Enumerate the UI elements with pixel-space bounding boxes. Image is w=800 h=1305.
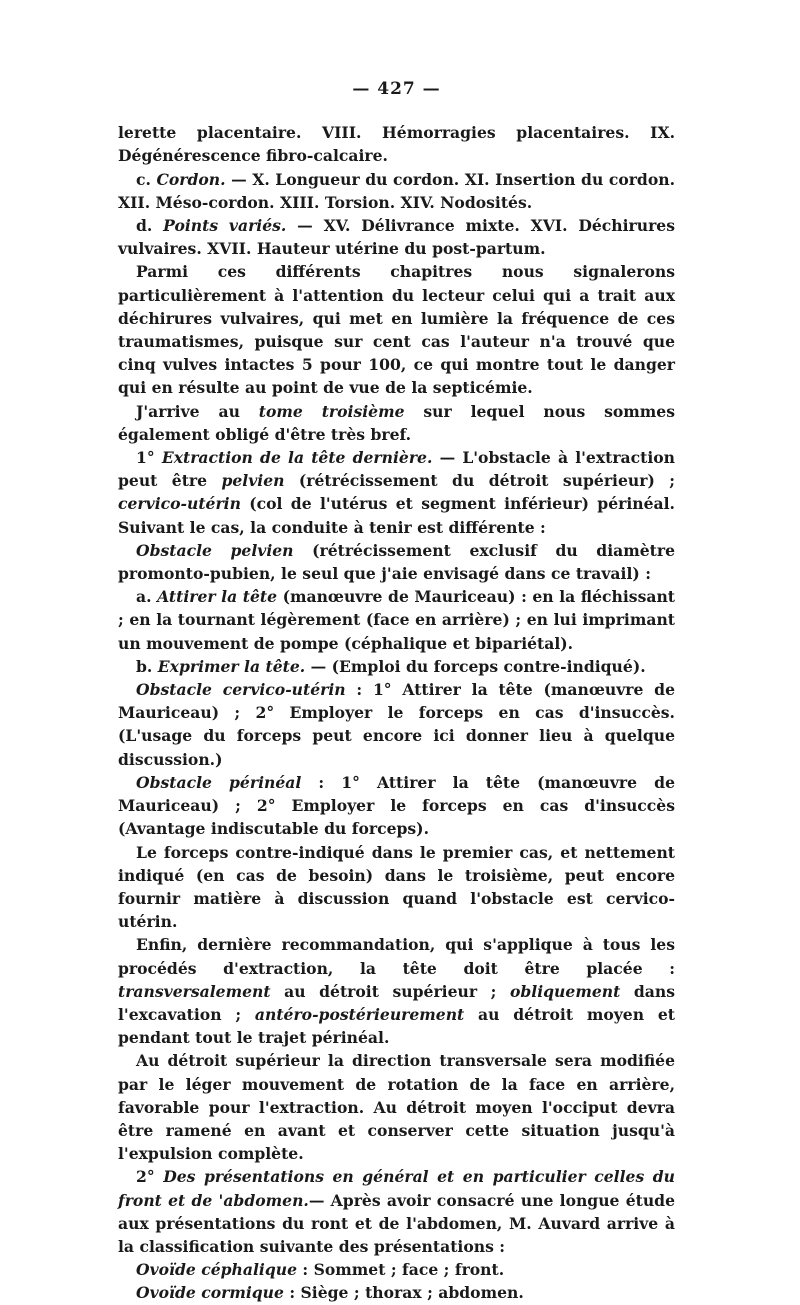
page-number-value: 427 bbox=[377, 79, 416, 99]
paragraph bbox=[118, 1281, 675, 1304]
text-run: : Sommet ; face ; front. bbox=[297, 1260, 505, 1280]
italic-run: antéro-postérieurement bbox=[254, 1004, 465, 1024]
page-body bbox=[118, 78, 675, 1305]
text-run: lerette placentaire. VIII. Hémorragies placentaires. IX. Dégénérescence fibro-calcaire. bbox=[118, 123, 675, 166]
page-number: — 427 — bbox=[352, 79, 441, 99]
italic-run: Points variés. bbox=[163, 216, 287, 236]
text-run: J'arrive au bbox=[136, 401, 259, 421]
paragraph bbox=[118, 168, 675, 214]
text-run: sur lequel nous sommes également obligé d'être très bref. bbox=[118, 401, 675, 444]
italic-run: Ovoïde céphalique bbox=[136, 1260, 297, 1280]
text-run: 2° bbox=[136, 1167, 164, 1187]
text-run: c. bbox=[136, 169, 157, 189]
text-run: b. bbox=[136, 656, 158, 676]
italic-run: pelvien bbox=[221, 471, 285, 491]
italic-run: Cordon. bbox=[156, 169, 226, 189]
text-run: Au détroit supérieur la direction transversale sera modifiée par le léger mouvement de rotation de la face en arrière, favorable pour l'extraction. Au détroit moyen l'occiput devra être ramené en avant et conserver cette situation jusqu'à l'expulsion complète. bbox=[118, 1051, 675, 1164]
italic-run: Des présentations en général et en particulier celles du front et de 'abdomen. bbox=[118, 1167, 676, 1210]
paragraph bbox=[118, 1165, 675, 1258]
text-run: — XV. Délivrance mixte. XVI. Déchirures vulvaires. XVII. Hauteur utérine du post-partum. bbox=[118, 216, 676, 259]
text-run: Le forceps contre-indiqué dans le premier cas, et nettement indiqué (en cas de besoin) dans le troisième, peut encore fournir matière à discussion quand l'obstacle est cervico-utérin. bbox=[118, 842, 675, 932]
text-run: 1° bbox=[136, 448, 162, 468]
text-run: : Siège ; thorax ; abdomen. bbox=[283, 1283, 524, 1303]
italic-run: Exprimer la tête. bbox=[157, 656, 306, 676]
paragraph bbox=[118, 1049, 675, 1165]
paragraph bbox=[118, 121, 675, 167]
italic-run: obliquement bbox=[510, 981, 621, 1001]
italic-run: transversalement bbox=[118, 981, 271, 1001]
paragraph bbox=[118, 585, 675, 655]
text-run: (rétrécissement exclusif du diamètre promonto-pubien, le seul que j'aie envisagé dans ce travail) : bbox=[118, 540, 675, 584]
text-run: — Après avoir consacré une longue étude aux présentations du ront et de l'abdomen, M. Auvard arrive à la classification suivante des présentations : bbox=[118, 1190, 676, 1256]
text-run: au détroit moyen et pendant tout le trajet périnéal. bbox=[118, 1004, 675, 1048]
text-run: Parmi ces différents chapitres nous signalerons particulièrement à l'attention du lecteur celui qui a trait aux déchirures vulvaires, qui met en lumière la fréquence de ces traumatismes, puisque sur cent cas l'auteur n'a trouvé que cinq vulves intactes 5 pour 100, ce qui montre tout le danger qui en résulte au point de vue de la septicémie. bbox=[118, 262, 675, 398]
paragraph bbox=[118, 841, 675, 934]
text-run: Enfin, dernière recommandation, qui s'applique à tous les procédés d'extraction, la tête doit être placée : bbox=[118, 935, 675, 978]
text-run: — X. Longueur du cordon. XI. Insertion du cordon. XII. Méso-cordon. XIII. Torsion. XIV. Nodosités. bbox=[118, 169, 676, 212]
paragraph bbox=[118, 771, 675, 841]
paragraph bbox=[118, 214, 675, 260]
italic-run: Obstacle pelvien bbox=[136, 540, 294, 560]
text-run: (rétrécissement du détroit supérieur) ; bbox=[284, 471, 676, 491]
italic-run: cervico-utérin bbox=[118, 494, 241, 514]
text-run: (manœuvre de Mauriceau) : en la fléchissant ; en la tournant légèrement (face en arrière) ; en lui imprimant un mouvement de pompe (céphalique et bipariétal). bbox=[118, 587, 676, 653]
paragraph bbox=[118, 446, 675, 539]
text-run: d. bbox=[136, 216, 164, 236]
text-run: — L'obstacle à l'extraction peut être bbox=[118, 448, 676, 491]
italic-run: Obstacle périnéal bbox=[136, 772, 302, 792]
paragraph bbox=[118, 400, 675, 446]
text-run: : 1° Attirer la tête (manœuvre de Mauriceau) ; 2° Employer le forceps en cas d'insuccès. (L'usage du forceps peut encore ici donner lieu à quelque discussion.) bbox=[118, 680, 675, 769]
italic-run: Obstacle cervico-utérin bbox=[136, 680, 346, 700]
text-run: a. bbox=[136, 587, 158, 607]
italic-run: Extraction de la tête dernière. bbox=[161, 448, 433, 468]
paragraph bbox=[118, 539, 675, 585]
italic-run: Ovoïde cormique bbox=[136, 1283, 284, 1303]
paragraph bbox=[118, 933, 675, 1049]
text-run: — (Emploi du forceps contre-indiqué). bbox=[305, 656, 646, 676]
text-run: dans l'excavation ; bbox=[118, 981, 675, 1024]
text-run: : 1° Attirer la tête (manœuvre de Mauriceau) ; 2° Employer le forceps en cas d'insuccès (Avantage indiscutable du forceps). bbox=[118, 772, 675, 839]
text-run: au détroit supérieur ; bbox=[270, 981, 510, 1001]
paragraph bbox=[118, 260, 675, 399]
paragraph bbox=[118, 678, 675, 771]
italic-run: tome troisième bbox=[258, 401, 405, 421]
italic-run: Attirer la tête bbox=[157, 587, 278, 607]
paragraph bbox=[118, 655, 675, 678]
text-run: (col de l'utérus et segment inférieur) périnéal. Suivant le cas, la conduite à tenir est différente : bbox=[118, 494, 675, 537]
